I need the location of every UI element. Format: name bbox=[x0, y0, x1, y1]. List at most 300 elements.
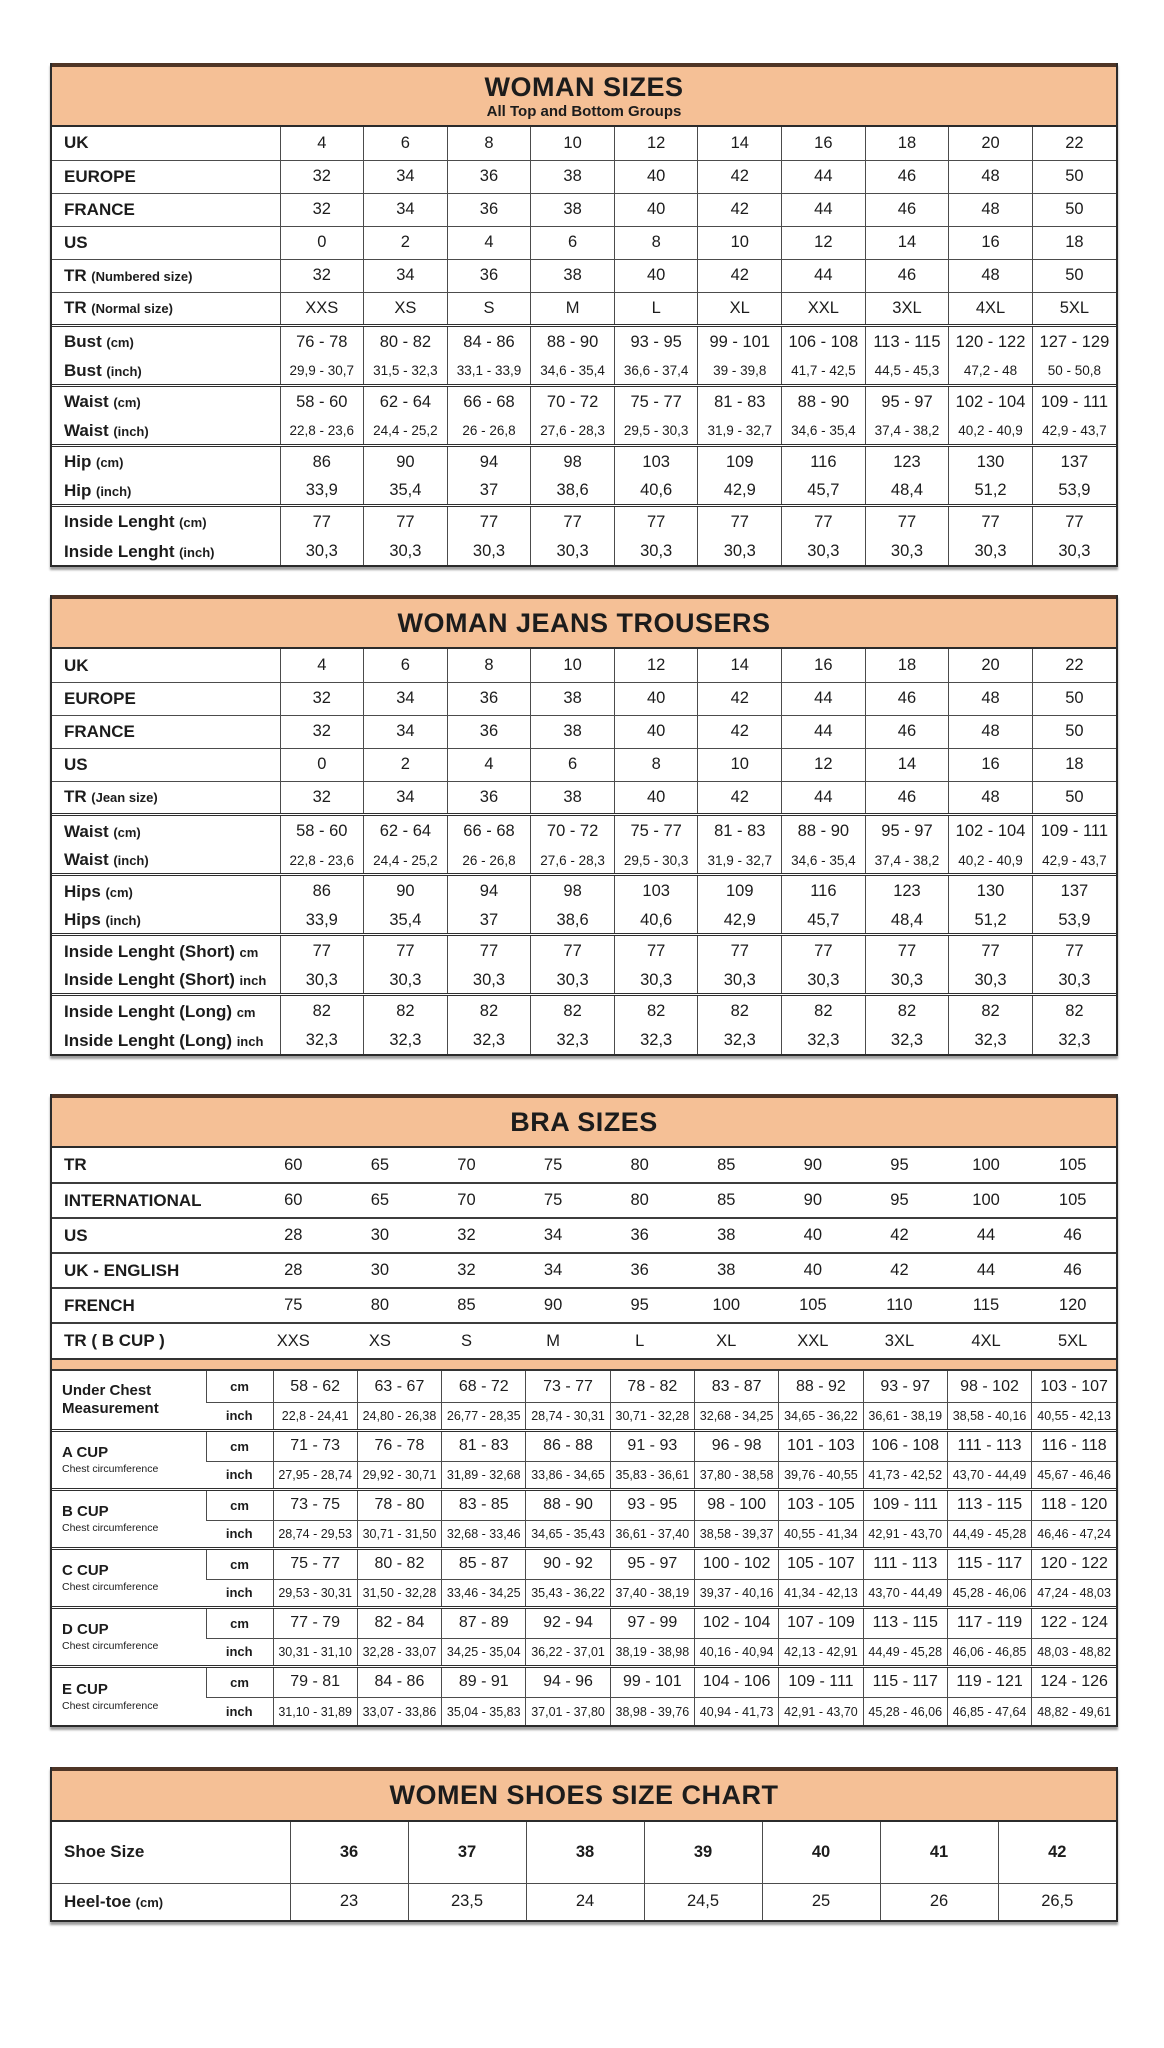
table-row bbox=[52, 994, 1116, 1027]
size-value: 32,3 bbox=[782, 1027, 866, 1054]
size-value: 109 bbox=[698, 445, 782, 478]
cup-label bbox=[52, 1430, 206, 1489]
size-value: 18 bbox=[1032, 226, 1116, 259]
size-value: 48,4 bbox=[865, 478, 949, 505]
size-value: 33,1 - 33,9 bbox=[447, 358, 531, 385]
size-value: 50 bbox=[1032, 259, 1116, 292]
size-value: 44 bbox=[782, 193, 866, 226]
table-row bbox=[52, 781, 1116, 814]
row-label-text: TR bbox=[64, 298, 87, 318]
size-value: 70 - 72 bbox=[531, 385, 615, 418]
size-value: 40,55 - 41,34 bbox=[779, 1520, 863, 1548]
size-value: 100 - 102 bbox=[694, 1548, 778, 1579]
cup-label bbox=[52, 1489, 206, 1548]
size-value: 109 - 111 bbox=[779, 1666, 863, 1697]
size-value: 36,22 - 37,01 bbox=[526, 1638, 610, 1666]
size-value: 88 - 92 bbox=[779, 1371, 863, 1402]
size-value: 40 bbox=[614, 193, 698, 226]
size-value: 32 bbox=[280, 781, 364, 814]
size-value: 94 bbox=[447, 445, 531, 478]
row-label-unit: (cm) bbox=[179, 515, 207, 531]
shoes-header-band bbox=[52, 1767, 1116, 1821]
cup-sublabel: Chest circumference bbox=[62, 1522, 159, 1535]
size-value: 97 - 99 bbox=[610, 1607, 694, 1638]
size-value: 107 - 109 bbox=[779, 1607, 863, 1638]
size-value: 24,4 - 25,2 bbox=[364, 418, 448, 445]
size-value: 77 bbox=[280, 505, 364, 538]
cup-sublabel: Chest circumference bbox=[62, 1581, 159, 1594]
size-value: 40 bbox=[614, 715, 698, 748]
bra-sizes-title: BRA SIZES bbox=[510, 1107, 658, 1138]
size-value: 33,86 - 34,65 bbox=[526, 1461, 610, 1489]
size-value: 45,7 bbox=[782, 907, 866, 934]
size-value: 90 bbox=[510, 1288, 597, 1323]
row-label bbox=[52, 385, 280, 418]
size-value: 98 - 100 bbox=[694, 1489, 778, 1520]
size-value: 82 bbox=[949, 994, 1033, 1027]
size-value: 32,3 bbox=[364, 1027, 448, 1054]
size-value: 40 bbox=[770, 1253, 857, 1288]
size-value: 113 - 115 bbox=[865, 325, 949, 358]
size-value: 34 bbox=[364, 682, 448, 715]
size-value: 39 - 39,8 bbox=[698, 358, 782, 385]
row-label bbox=[52, 1027, 280, 1054]
size-value: 113 - 115 bbox=[947, 1489, 1031, 1520]
size-value: 65 bbox=[337, 1183, 424, 1218]
size-value: 80 - 82 bbox=[364, 325, 448, 358]
size-value: 4 bbox=[280, 649, 364, 682]
size-value: 124 - 126 bbox=[1032, 1666, 1116, 1697]
size-value: 38,6 bbox=[531, 907, 615, 934]
size-value: 34,25 - 35,04 bbox=[442, 1638, 526, 1666]
size-value: 109 - 111 bbox=[1032, 385, 1116, 418]
table-row bbox=[52, 226, 1116, 259]
size-value: 77 bbox=[865, 505, 949, 538]
row-label bbox=[52, 193, 280, 226]
size-value: 48 bbox=[949, 259, 1033, 292]
size-value: 42 bbox=[698, 715, 782, 748]
table-row bbox=[52, 1148, 1116, 1183]
size-value: 42 bbox=[856, 1218, 943, 1253]
size-value: 130 bbox=[949, 445, 1033, 478]
size-value: 32 bbox=[280, 682, 364, 715]
row-label-text: US bbox=[64, 754, 88, 774]
size-value: 88 - 90 bbox=[782, 385, 866, 418]
size-value: 37,4 - 38,2 bbox=[865, 418, 949, 445]
size-value: 46 bbox=[865, 781, 949, 814]
size-value: 0 bbox=[280, 748, 364, 781]
row-label bbox=[52, 847, 280, 874]
table-row bbox=[52, 1218, 1116, 1253]
row-label bbox=[52, 478, 280, 505]
size-value: 77 bbox=[782, 934, 866, 967]
size-value: 32,28 - 33,07 bbox=[357, 1638, 441, 1666]
size-value: 44 bbox=[782, 682, 866, 715]
size-value: 42 bbox=[698, 160, 782, 193]
size-value: 115 - 117 bbox=[863, 1666, 947, 1697]
cup-name: Under Chest Measurement bbox=[62, 1382, 159, 1418]
size-value: 46 bbox=[1029, 1253, 1116, 1288]
size-value: 36 bbox=[596, 1218, 683, 1253]
row-label-unit: cm bbox=[239, 944, 259, 960]
size-value: 117 - 119 bbox=[947, 1607, 1031, 1638]
size-value: 70 bbox=[423, 1183, 510, 1218]
size-value: 29,9 - 30,7 bbox=[280, 358, 364, 385]
table-row bbox=[52, 1666, 1116, 1697]
size-value: 38 bbox=[531, 160, 615, 193]
size-value: 50 bbox=[1032, 193, 1116, 226]
size-value: 8 bbox=[614, 748, 698, 781]
size-value: 36,61 - 38,19 bbox=[863, 1402, 947, 1430]
size-value: 73 - 75 bbox=[273, 1489, 357, 1520]
size-value: 48,4 bbox=[865, 907, 949, 934]
size-value: 39,37 - 40,16 bbox=[694, 1579, 778, 1607]
size-value: 24,80 - 26,38 bbox=[357, 1402, 441, 1430]
size-value: 85 - 87 bbox=[442, 1548, 526, 1579]
size-value: 95 - 97 bbox=[865, 814, 949, 847]
size-value: 29,53 - 30,31 bbox=[273, 1579, 357, 1607]
size-value: 32,3 bbox=[447, 1027, 531, 1054]
size-value: 38,6 bbox=[531, 478, 615, 505]
table-row bbox=[52, 1027, 1116, 1054]
size-value: 29,92 - 30,71 bbox=[357, 1461, 441, 1489]
row-label-unit: cm bbox=[236, 1004, 256, 1020]
size-value: 4 bbox=[280, 127, 364, 160]
size-value: 79 - 81 bbox=[273, 1666, 357, 1697]
size-value: 102 - 104 bbox=[949, 814, 1033, 847]
size-value: 40 bbox=[614, 781, 698, 814]
size-value: 4 bbox=[447, 226, 531, 259]
size-value: 83 - 85 bbox=[442, 1489, 526, 1520]
size-value: 30,3 bbox=[782, 538, 866, 565]
size-value: 24,4 - 25,2 bbox=[364, 847, 448, 874]
row-label bbox=[52, 874, 280, 907]
row-label bbox=[52, 418, 280, 445]
cup-sublabel: Chest circumference bbox=[62, 1640, 159, 1653]
size-value: 10 bbox=[531, 127, 615, 160]
size-value: 109 - 111 bbox=[863, 1489, 947, 1520]
size-value: 18 bbox=[1032, 748, 1116, 781]
size-value: 77 - 79 bbox=[273, 1607, 357, 1638]
row-label-text: Inside Lenght (Long) bbox=[64, 1001, 233, 1021]
size-value: 14 bbox=[698, 649, 782, 682]
size-value: 35,4 bbox=[364, 478, 448, 505]
size-value: 36 bbox=[447, 193, 531, 226]
size-value: 33,46 - 34,25 bbox=[442, 1579, 526, 1607]
size-value: 46,85 - 47,64 bbox=[947, 1697, 1031, 1725]
row-label-unit: (inch) bbox=[113, 853, 149, 869]
size-value: 37,80 - 38,58 bbox=[694, 1461, 778, 1489]
size-value: 40 bbox=[614, 259, 698, 292]
unit-inch: inch bbox=[206, 1638, 273, 1666]
size-value: 93 - 97 bbox=[863, 1371, 947, 1402]
size-value: 44 bbox=[943, 1218, 1030, 1253]
size-value: 105 bbox=[1029, 1183, 1116, 1218]
bra-sizes-header-band bbox=[52, 1094, 1116, 1148]
row-label-text: TR bbox=[64, 1155, 87, 1175]
size-value: 38,58 - 39,37 bbox=[694, 1520, 778, 1548]
size-value: 42,9 bbox=[698, 907, 782, 934]
size-value: 40 bbox=[770, 1218, 857, 1253]
size-value: 2 bbox=[364, 748, 448, 781]
size-value: 51,2 bbox=[949, 907, 1033, 934]
size-value: 81 - 83 bbox=[442, 1430, 526, 1461]
size-value: 42 bbox=[698, 193, 782, 226]
table-row bbox=[52, 325, 1116, 358]
size-value: 32,68 - 34,25 bbox=[694, 1402, 778, 1430]
size-value: 60 bbox=[284, 1155, 303, 1174]
row-label-text: Waist bbox=[64, 850, 109, 870]
table-row bbox=[52, 967, 1116, 994]
size-value: 41,34 - 42,13 bbox=[779, 1579, 863, 1607]
size-value: 26 bbox=[880, 1884, 998, 1920]
size-value: 116 - 118 bbox=[1032, 1430, 1116, 1461]
cup-sublabel: Chest circumference bbox=[62, 1463, 159, 1476]
size-value: 58 - 60 bbox=[280, 814, 364, 847]
size-value: 31,50 - 32,28 bbox=[357, 1579, 441, 1607]
size-value: 66 - 68 bbox=[447, 385, 531, 418]
size-value: L bbox=[614, 292, 698, 325]
row-label-text: Inside Lenght bbox=[64, 541, 175, 561]
size-value: 12 bbox=[614, 649, 698, 682]
row-label-unit: (inch) bbox=[95, 483, 132, 499]
size-value: 82 bbox=[447, 994, 531, 1027]
size-value: 16 bbox=[949, 226, 1033, 259]
size-value: 102 - 104 bbox=[694, 1607, 778, 1638]
row-label-unit: (Jean size) bbox=[91, 790, 158, 806]
unit-cm: cm bbox=[206, 1666, 273, 1697]
size-value: 76 - 78 bbox=[280, 325, 364, 358]
size-value: 30,3 bbox=[865, 967, 949, 994]
size-value: 42,9 - 43,7 bbox=[1032, 418, 1116, 445]
cup-name: B CUP bbox=[62, 1503, 109, 1521]
row-label-text: FRENCH bbox=[64, 1295, 135, 1315]
size-value: 70 bbox=[457, 1155, 476, 1174]
size-value: 120 bbox=[1029, 1288, 1116, 1323]
size-value: 35,43 - 36,22 bbox=[526, 1579, 610, 1607]
size-value: XS bbox=[337, 1323, 424, 1358]
size-value: 82 bbox=[614, 994, 698, 1027]
size-value: 36 bbox=[447, 715, 531, 748]
size-value: 35,83 - 36,61 bbox=[610, 1461, 694, 1489]
size-value: 41,73 - 42,52 bbox=[863, 1461, 947, 1489]
size-value: 34 bbox=[364, 781, 448, 814]
size-value: 88 - 90 bbox=[531, 325, 615, 358]
size-value: 22,8 - 24,41 bbox=[273, 1402, 357, 1430]
table-row bbox=[52, 1548, 1116, 1579]
size-value: 42,91 - 43,70 bbox=[779, 1697, 863, 1725]
size-value: 77 bbox=[614, 505, 698, 538]
row-label-unit: (inch) bbox=[105, 913, 141, 929]
size-value: 71 - 73 bbox=[273, 1430, 357, 1461]
size-value: 109 - 111 bbox=[1032, 814, 1116, 847]
size-value: 32,68 - 33,46 bbox=[442, 1520, 526, 1548]
size-value: 36 bbox=[447, 160, 531, 193]
size-value: 77 bbox=[531, 934, 615, 967]
size-value: 82 - 84 bbox=[357, 1607, 441, 1638]
woman-sizes-section bbox=[50, 63, 1118, 567]
row-label-text: Bust bbox=[64, 360, 102, 380]
bra-cup-table bbox=[52, 1371, 1116, 1725]
size-value: 94 - 96 bbox=[526, 1666, 610, 1697]
size-value: 42,13 - 42,91 bbox=[779, 1638, 863, 1666]
table-row bbox=[52, 1461, 1116, 1489]
size-value: 88 - 90 bbox=[526, 1489, 610, 1520]
size-value: 36 bbox=[447, 781, 531, 814]
woman-jeans-section bbox=[50, 595, 1118, 1056]
size-value: 82 bbox=[1032, 994, 1116, 1027]
unit-inch: inch bbox=[206, 1402, 273, 1430]
size-value: 62 - 64 bbox=[364, 385, 448, 418]
size-value: 14 bbox=[865, 748, 949, 781]
row-label-text: UK bbox=[64, 655, 89, 675]
size-value: 58 - 62 bbox=[273, 1371, 357, 1402]
row-label bbox=[52, 814, 280, 847]
woman-sizes-subtitle: All Top and Bottom Groups bbox=[486, 103, 682, 121]
size-value: 31,9 - 32,7 bbox=[698, 847, 782, 874]
size-value: 10 bbox=[698, 226, 782, 259]
size-value: 38 bbox=[683, 1218, 770, 1253]
size-value: 44 bbox=[943, 1253, 1030, 1288]
woman-sizes-title: WOMAN SIZES bbox=[484, 72, 684, 102]
size-value: 3XL bbox=[856, 1323, 943, 1358]
size-value: 43,70 - 44,49 bbox=[863, 1579, 947, 1607]
size-value: 4 bbox=[447, 748, 531, 781]
size-value: 80 - 82 bbox=[357, 1548, 441, 1579]
size-value: 78 - 80 bbox=[357, 1489, 441, 1520]
size-value: 5XL bbox=[1029, 1323, 1116, 1358]
row-label-text: Heel-toe bbox=[64, 1891, 132, 1911]
size-value: 41 bbox=[880, 1822, 998, 1884]
size-value: 24 bbox=[526, 1884, 644, 1920]
size-value: 32 bbox=[280, 259, 364, 292]
table-row bbox=[52, 715, 1116, 748]
size-value: 30,3 bbox=[280, 538, 364, 565]
size-value: 50 bbox=[1032, 781, 1116, 814]
size-value: 5XL bbox=[1032, 292, 1116, 325]
size-value: 39 bbox=[644, 1822, 762, 1884]
size-value: 127 - 129 bbox=[1032, 325, 1116, 358]
size-value: 23 bbox=[290, 1884, 408, 1920]
size-value: 16 bbox=[782, 127, 866, 160]
size-value: 77 bbox=[865, 934, 949, 967]
size-value: 50 bbox=[1032, 715, 1116, 748]
row-label-text: FRANCE bbox=[64, 199, 135, 219]
size-value: 44,49 - 45,28 bbox=[947, 1520, 1031, 1548]
size-value: 28,74 - 29,53 bbox=[273, 1520, 357, 1548]
size-value: 2 bbox=[364, 226, 448, 259]
size-value: 30,3 bbox=[447, 967, 531, 994]
row-label-text: Inside Lenght (Long) bbox=[64, 1030, 233, 1050]
size-value: 23,5 bbox=[408, 1884, 526, 1920]
size-value: 30,3 bbox=[1032, 538, 1116, 565]
size-value: 75 - 77 bbox=[614, 814, 698, 847]
table-row bbox=[52, 748, 1116, 781]
size-value: 104 - 106 bbox=[694, 1666, 778, 1697]
size-value: 34 bbox=[364, 715, 448, 748]
row-label bbox=[52, 127, 280, 160]
size-value: 32 bbox=[280, 715, 364, 748]
row-label bbox=[52, 160, 280, 193]
size-value: L bbox=[596, 1323, 683, 1358]
size-value: 43,70 - 44,49 bbox=[947, 1461, 1031, 1489]
size-value: 77 bbox=[782, 505, 866, 538]
size-value: 40,2 - 40,9 bbox=[949, 847, 1033, 874]
size-value: 62 - 64 bbox=[364, 814, 448, 847]
size-value: 81 - 83 bbox=[698, 814, 782, 847]
size-value: 26,77 - 28,35 bbox=[442, 1402, 526, 1430]
size-value: 90 bbox=[803, 1155, 823, 1174]
size-value: 45,28 - 46,06 bbox=[863, 1697, 947, 1725]
size-value: 80 bbox=[630, 1155, 649, 1174]
table-row bbox=[52, 193, 1116, 226]
size-value: 68 - 72 bbox=[442, 1371, 526, 1402]
size-value: 32,3 bbox=[1032, 1027, 1116, 1054]
size-value: 82 bbox=[782, 994, 866, 1027]
row-label-unit: (inch) bbox=[179, 544, 215, 560]
table-row bbox=[52, 292, 1116, 325]
size-value: 119 - 121 bbox=[947, 1666, 1031, 1697]
size-value: 90 bbox=[364, 874, 448, 907]
table-row bbox=[52, 1489, 1116, 1520]
size-value: 38,58 - 40,16 bbox=[947, 1402, 1031, 1430]
size-value: XL bbox=[683, 1323, 770, 1358]
size-value: 42,9 - 43,7 bbox=[1032, 847, 1116, 874]
size-value: 95 - 97 bbox=[865, 385, 949, 418]
cup-name: E CUP bbox=[62, 1680, 108, 1698]
size-value: 103 bbox=[614, 445, 698, 478]
size-value: 106 - 108 bbox=[863, 1430, 947, 1461]
size-value: 46 bbox=[1029, 1218, 1116, 1253]
table-row bbox=[52, 127, 1116, 160]
woman-jeans-table bbox=[52, 649, 1116, 1054]
row-label bbox=[52, 1822, 290, 1884]
size-value: 32,3 bbox=[280, 1027, 364, 1054]
size-value: 36,6 - 37,4 bbox=[614, 358, 698, 385]
size-value: 34 bbox=[364, 193, 448, 226]
row-label bbox=[52, 1148, 250, 1183]
size-value: 28,74 - 30,31 bbox=[526, 1402, 610, 1430]
table-row bbox=[52, 259, 1116, 292]
size-value: 120 - 122 bbox=[949, 325, 1033, 358]
row-label-text: Hips bbox=[64, 881, 101, 901]
size-value: S bbox=[423, 1323, 510, 1358]
size-value: 85 bbox=[683, 1183, 770, 1218]
table-row bbox=[52, 874, 1116, 907]
size-value: 83 - 87 bbox=[694, 1371, 778, 1402]
size-value: 38 bbox=[531, 715, 615, 748]
size-value: 32,3 bbox=[531, 1027, 615, 1054]
table-row bbox=[52, 385, 1116, 418]
table-row bbox=[52, 160, 1116, 193]
size-value: 30,3 bbox=[782, 967, 866, 994]
size-value: 106 - 108 bbox=[782, 325, 866, 358]
unit-cm: cm bbox=[206, 1607, 273, 1638]
size-value: XL bbox=[698, 292, 782, 325]
row-label-unit: (cm) bbox=[113, 824, 141, 840]
size-value: 4XL bbox=[943, 1323, 1030, 1358]
size-value: 28 bbox=[250, 1218, 337, 1253]
size-value: 77 bbox=[531, 505, 615, 538]
size-value: 30,3 bbox=[949, 967, 1033, 994]
size-value: 90 - 92 bbox=[526, 1548, 610, 1579]
woman-sizes-header-band bbox=[52, 63, 1116, 127]
row-label-unit: (inch) bbox=[106, 363, 142, 379]
size-value: 40 bbox=[614, 682, 698, 715]
size-value: XXS bbox=[250, 1323, 337, 1358]
row-label bbox=[52, 967, 280, 994]
size-value: 31,5 - 32,3 bbox=[364, 358, 448, 385]
